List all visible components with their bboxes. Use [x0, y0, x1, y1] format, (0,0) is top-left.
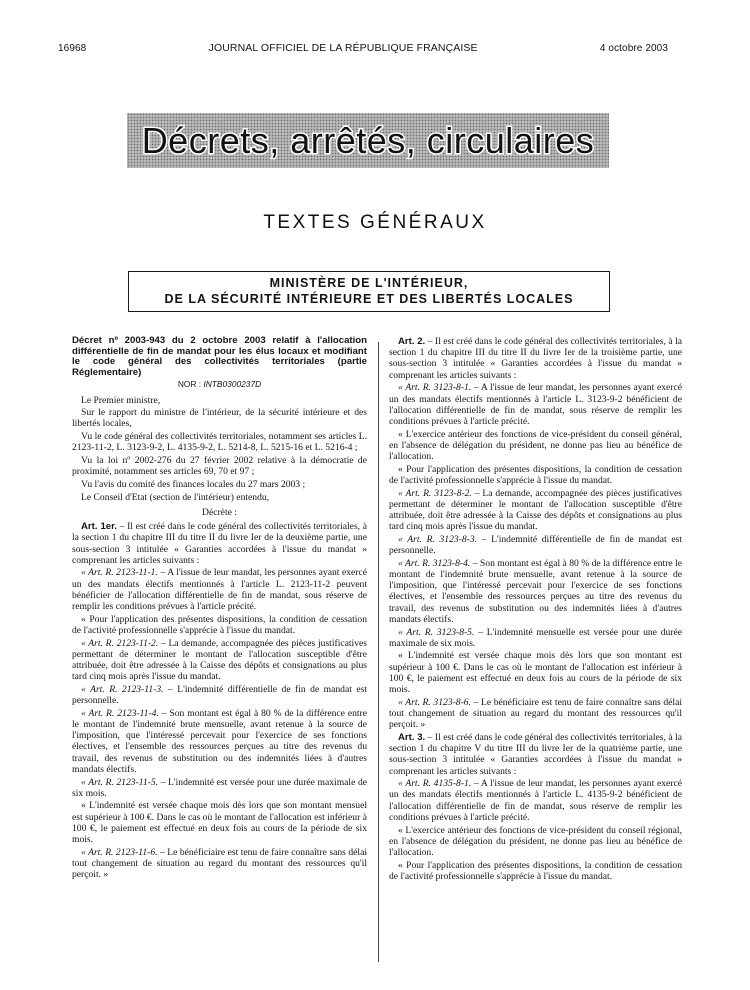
article-1: Art. 1er. – Il est créé dans le code général des collectivités territoriales, à la section 1 du chapitre III du titre II du livre Ier de la deuxième partie, une sous-section 3 intitulée « Garanties accordées à l'issue du mandat » comprenant les articles suivants : — [72, 521, 367, 566]
preamble-line: Le Conseil d'Etat (section de l'intérieur) entendu, — [81, 491, 270, 503]
article-r-3123-8-6: « Art. R. 3123-8-6. – Le bénéficiaire est tenu de faire connaître sans délai tout changement de situation au regard du montant des ressources qu'il perçoit. » — [389, 696, 682, 731]
article-3: Art. 3. – Il est créé dans le code général des collectivités territoriales, à la section 1 du chapitre V du titre III du livre Ier de la quatrième partie, une sous-section 3 intitulée « Garanties accordées à l'issue du mandat » comprenant les articles suivants : — [389, 731, 682, 777]
ministry-line-1: MINISTÈRE DE L'INTÉRIEUR, — [269, 276, 469, 290]
decree-title: Décret nº 2003-943 du 2 octobre 2003 relatif à l'allocation différentielle de fin de mandat pour les élus locaux et modifiant le code général des collectivités territoriales (partie Réglementaire) — [72, 335, 367, 378]
ministry-box — [128, 271, 610, 312]
preamble-line: Vu l'avis du comité des finances locales du 27 mars 2003 ; — [81, 479, 306, 490]
article-r-3123-8-2: « Art. R. 3123-8-2. – La demande, accompagnée des pièces justificatives permettant de déterminer le montant de l'allocation susceptible d'être attribuée, doit être adressée à la Caisse des dépôts et consignations au plus tard cinq mois après l'issue du mandat. — [389, 487, 682, 533]
article-r-2123-11-1: « Art. R. 2123-11-1. – A l'issue de leur mandat, les personnes ayant exercé un des mandats électifs mentionnés à l'article L. 2123-11-2 peuvent bénéficier de l'allocation différentielle de fin de mandat, sous réserve de remplir les conditions prévues à l'article précité. — [72, 567, 367, 613]
running-header — [58, 42, 668, 54]
paragraph: « L'indemnité est versée chaque mois dès lors que son montant est supérieur à 100 €. Dans le cas où le montant de l'allocation est inférieur à 100 €, le paiement est effectué en deux fois au cours de la période de six mois. — [389, 650, 682, 696]
preamble-line: Vu le code général des collectivités territoriales, notamment ses articles L. 2123-11-2, L. 3123-9-2, L. 4135-9-2, L. 5214-8, L. 5215-16 et L. 5216-4 ; — [72, 431, 367, 454]
article-label: Art. 2. — [398, 336, 426, 347]
nor-reference — [72, 379, 367, 390]
article-r-2123-11-3: « Art. R. 2123-11-3. – L'indemnité différentielle de fin de mandat est personnelle. — [72, 683, 368, 707]
article-2: Art. 2. – Il est créé dans le code général des collectivités territoriales, à la section 1 du chapitre III du titre II du livre Ier de la troisième partie, une sous-section 3 intitulée « Garanties accordées à l'issue du mandat » comprenant les articles suivants : — [389, 336, 682, 381]
left-column — [72, 336, 367, 882]
banner-title: Décrets, arrêtés, circulaires — [141, 119, 595, 161]
article-label: Art. 1er. — [81, 521, 117, 533]
article-r-3123-8-4: « Art. R. 3123-8-4. – Son montant est égal à 80 % de la différence entre le montant de l'indemnité brute mensuelle, avant retenue à la source de l'imposition, que l'intéressé percevait pour l'exercice de ses fonctions électives, et l'ensemble des ressources perçues au titre des revenus du travail, des revenus de substitution ou des indemnités liées à d'autres mandats électifs. — [389, 557, 682, 625]
ministry-line-2: DE LA SÉCURITÉ INTÉRIEURE ET DES LIBERTÉS LOCALES — [164, 292, 574, 306]
paragraph: « Pour l'application des présentes dispositions, la condition de cessation de l'activité professionnelle s'apprécie à l'issue du mandat. — [389, 463, 682, 486]
article-r-3123-8-1: « Art. R. 3123-8-1. – A l'issue de leur mandat, les personnes ayant exercé un des mandats électifs mentionnés à l'article L. 3123-9-2 bénéficient de l'allocation différentielle de fin de mandat, sous réserve de remplir les conditions prévues à l'article précité. — [389, 382, 682, 427]
article-r-2123-11-6: « Art. R. 2123-11-6. – Le bénéficiaire est tenu de faire connaître sans délai tout changement de situation au regard du montant des ressources qu'il perçoit. » — [72, 846, 368, 881]
category-banner — [127, 113, 609, 168]
article-r-2123-11-4: « Art. R. 2123-11-4. – Son montant est égal à 80 % de la différence entre le montant de l'indemnité brute mensuelle, avant retenue à la source de l'imposition, que l'intéressé percevait pour l'exercice de ses fonctions électives, et l'ensemble des ressources perçues au titre des revenus du travail, des revenus de substitution ou des indemnités liées à d'autres mandats électifs. — [72, 707, 367, 775]
article-r-2123-11-2: « Art. R. 2123-11-2. – La demande, accompagnée des pièces justificatives permettant de déterminer le montant de l'allocation susceptible d'être attribuée, doit être adressée à la Caisse des dépôts et consignations au plus tard cinq mois après l'issue du mandat. — [72, 637, 367, 683]
nor-label: NOR : — [177, 379, 204, 390]
paragraph: « L'exercice antérieur des fonctions de vice-président du conseil régional, en l'absence de délégation du président, ne donne pas lieu au bénéfice de l'allocation. — [389, 824, 682, 858]
preamble-line: Le Premier ministre, — [81, 394, 161, 406]
article-r-4135-8-1: « Art. R. 4135-8-1. – A l'issue de leur mandat, les personnes ayant exercé un des mandats électifs mentionnés à l'article L. 4135-9-2 bénéficient de l'allocation différentielle de fin de mandat, sous réserve de remplir les conditions prévues à l'article précité. — [389, 778, 682, 823]
journal-title: JOURNAL OFFICIEL DE LA RÉPUBLIQUE FRANÇAISE — [208, 42, 478, 54]
article-r-2123-11-5: « Art. R. 2123-11-5. – L'indemnité est versée pour une durée maximale de six mois. — [72, 776, 367, 799]
right-column — [389, 336, 682, 884]
section-title: TEXTES GÉNÉRAUX — [263, 212, 487, 233]
preamble-line: Sur le rapport du ministre de l'intérieur, de la sécurité intérieure et des libertés locales, — [72, 407, 367, 430]
article-r-3123-8-3: « Art. R. 3123-8-3. – L'indemnité différentielle de fin de mandat est personnelle. — [389, 533, 682, 557]
issue-date: 4 octobre 2003 — [599, 43, 668, 54]
page-number: 16968 — [58, 43, 87, 54]
column-divider — [378, 342, 379, 962]
paragraph: « Pour l'application des présentes dispositions, la condition de cessation de l'activité professionnelle s'apprécie à l'issue du mandat. — [389, 859, 682, 882]
article-r-3123-8-5: « Art. R. 3123-8-5. – L'indemnité mensuelle est versée pour une durée maximale de six mois. — [389, 626, 682, 649]
paragraph: « L'indemnité est versée chaque mois dès lors que son montant mensuel est supérieur à 100 €. Dans le cas où le montant de l'allocation est inférieur à 100 €, le paiement est effectué en deux fois au cours de la période de six mois. — [72, 800, 367, 846]
paragraph: « L'exercice antérieur des fonctions de vice-président du conseil général, en l'absence de délégation du président, ne donne pas lieu au bénéfice de l'allocation. — [389, 428, 682, 463]
preamble-line: Vu la loi nº 2002-276 du 27 février 2002 relative à la démocratie de proximité, notamment ses articles 69, 70 et 97 ; — [72, 455, 367, 478]
paragraph: « Pour l'application des présentes dispositions, la condition de cessation de l'activité professionnelle s'apprécie à l'issue du mandat. — [72, 613, 367, 636]
decrete-heading: Décrète : — [202, 506, 237, 518]
article-label: Art. 3. — [398, 731, 426, 743]
nor-value: INTB0300237D — [203, 379, 262, 390]
